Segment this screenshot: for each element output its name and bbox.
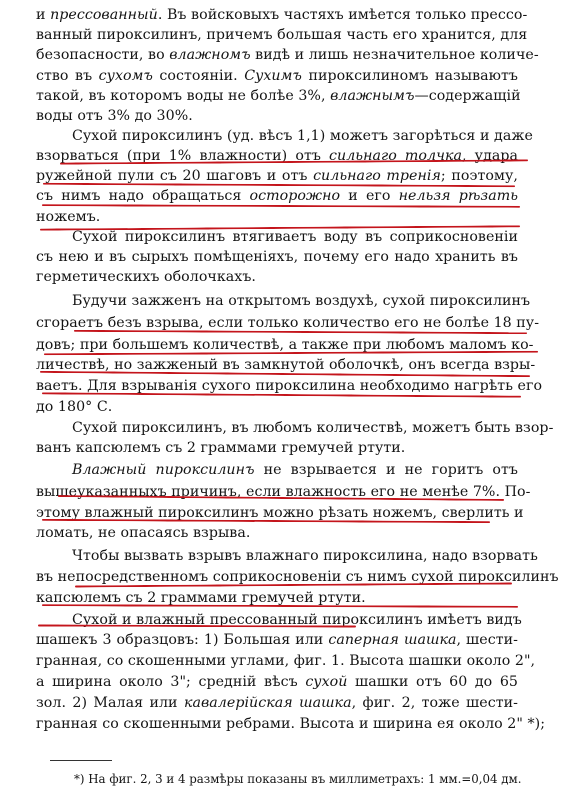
text-run: сгораетъ безъ взрыва, если только количество его не болѣе 18 пу- [36, 315, 540, 331]
text-run: безопасности, во [36, 47, 170, 63]
italic-term: нельзя рѣзать [398, 188, 518, 204]
text-run: въ непосредственномъ соприкосновеніи съ нимъ сухой пироксилинъ [36, 569, 559, 585]
text-run: зол. 2) Малая или [36, 695, 184, 711]
text-run: съ нею и въ сырыхъ помѣщеніяхъ, почему его надо хранить въ [36, 249, 518, 265]
text-line [36, 523, 518, 543]
text-run: ванный пироксилинъ, причемъ большая часть его хранится, для [36, 27, 528, 43]
text-run: гранная со скошенными ребрами. Высота и ширина ея около 2" *); [36, 716, 546, 732]
text-run: Чтобы вызвать взрывъ влажнаго пироксилина, надо взорвать [72, 548, 538, 564]
text-run: личествѣ, но зажженый въ замкнутой оболочкѣ, онъ всегда взры- [36, 357, 536, 373]
italic-term: сильнаго толчка [329, 148, 462, 164]
text-run: до 180° С. [36, 399, 113, 415]
text-run: довъ; при большемъ количествѣ, а также при любомъ маломъ ко- [36, 337, 534, 353]
text-line [36, 247, 518, 267]
text-run: Сухой и влажный прессованный пироксилинъ имѣетъ видъ [72, 612, 522, 628]
text-line [36, 397, 518, 417]
text-run: состояніи. [152, 68, 245, 84]
text-run: ножемъ. [36, 209, 101, 225]
italic-term: сильнаго тренія [313, 168, 441, 184]
italic-term: сухомъ [98, 68, 153, 84]
text-line [36, 438, 518, 458]
text-run: , фиг. 2, тоже шести- [351, 695, 518, 711]
text-line [72, 418, 554, 438]
italic-term: прессованный [50, 7, 158, 23]
text-run: ; поэтому, [440, 168, 518, 184]
italic-term: сухой [305, 674, 348, 690]
text-run: вышеуказанныхъ причинъ, если влажность его не менѣе 7%. По- [36, 484, 531, 500]
text-run: ружейной пули съ 20 шаговъ и отъ [36, 168, 314, 184]
footnote-rule [50, 760, 112, 761]
text-run: Сухой пироксилинъ (уд. вѣсъ 1,1) можетъ загорѣться и даже [72, 128, 533, 144]
footnote: *) На фиг. 2, 3 и 4 размѣры показаны въ миллиметрахъ: 1 мм.=0,04 дм. [74, 772, 522, 786]
text-run: , удара [462, 148, 519, 164]
italic-term: кавалерійская шашка [183, 695, 352, 711]
text-line [72, 126, 533, 146]
text-line [36, 672, 518, 692]
text-run: . Въ войсковыхъ частяхъ имѣется только прессо- [157, 7, 528, 23]
text-line [36, 630, 518, 650]
text-run: такой, въ которомъ воды не болѣе 3%, [36, 88, 331, 104]
text-run: ванъ капсюлемъ съ 2 граммами гремучей ртути. [36, 440, 406, 456]
text-run: пироксилиномъ называютъ [301, 68, 519, 84]
italic-term: осторожно [249, 188, 341, 204]
text-line [72, 460, 518, 480]
text-run: , шести- [456, 632, 518, 648]
text-run: ство въ [36, 68, 99, 84]
text-line [36, 5, 528, 25]
text-run: видѣ и лишь незначительное количе- [250, 47, 539, 63]
text-run: капсюлемъ съ 2 граммами гремучей ртути. [36, 590, 366, 606]
text-line [36, 714, 546, 734]
text-run: Сухой пироксилинъ втягиваетъ воду въ соприкосновеніи [72, 229, 518, 245]
text-line [72, 227, 518, 247]
text-line [36, 25, 528, 45]
italic-term: саперная шашка [328, 632, 457, 648]
text-line [36, 267, 518, 287]
text-line [72, 291, 531, 311]
text-run: Сухой пироксилинъ, въ любомъ количествѣ, можетъ быть взор- [72, 420, 554, 436]
text-line [36, 106, 518, 126]
text-run: герметическихъ оболочкахъ. [36, 269, 256, 285]
text-run: ваетъ. Для взрыванія сухого пироксилина необходимо нагрѣть его [36, 378, 543, 394]
text-line [36, 86, 521, 106]
text-line [36, 186, 518, 206]
text-run: воды отъ 3% до 30%. [36, 108, 193, 124]
text-line [36, 66, 518, 86]
text-line [36, 651, 536, 671]
text-line [72, 546, 538, 566]
text-run: ломать, не опасаясь взрыва. [36, 525, 251, 541]
text-run: и его [340, 188, 399, 204]
text-line [36, 207, 518, 227]
text-run: —содержащій [414, 88, 521, 104]
text-run: шашки отъ 60 до 65 [347, 674, 518, 690]
text-run: не взрывается и не горитъ отъ [254, 462, 518, 478]
text-run: и [36, 7, 51, 23]
text-run: этому влажный пироксилинъ можно рѣзать ножемъ, сверлить и [36, 505, 524, 521]
text-run: взорваться (при 1% влажности) отъ [36, 148, 330, 164]
text-run: а ширина около 3"; средній вѣсъ [36, 674, 306, 690]
text-run: Будучи зажженъ на открытомъ воздухѣ, сухой пироксилинъ [72, 293, 531, 309]
italic-term: влажномъ [169, 47, 251, 63]
text-line [36, 693, 518, 713]
italic-term: влажнымъ [330, 88, 415, 104]
text-line [36, 45, 539, 65]
italic-term: Сухимъ [244, 68, 302, 84]
text-run: шашекъ 3 образцовъ: 1) Большая или [36, 632, 329, 648]
italic-term: Влажный пироксилинъ [72, 462, 255, 478]
text-run: съ нимъ надо обращаться [36, 188, 250, 204]
text-run: гранная, со скошенными углами, фиг. 1. Высота шашки около 2", [36, 653, 536, 669]
